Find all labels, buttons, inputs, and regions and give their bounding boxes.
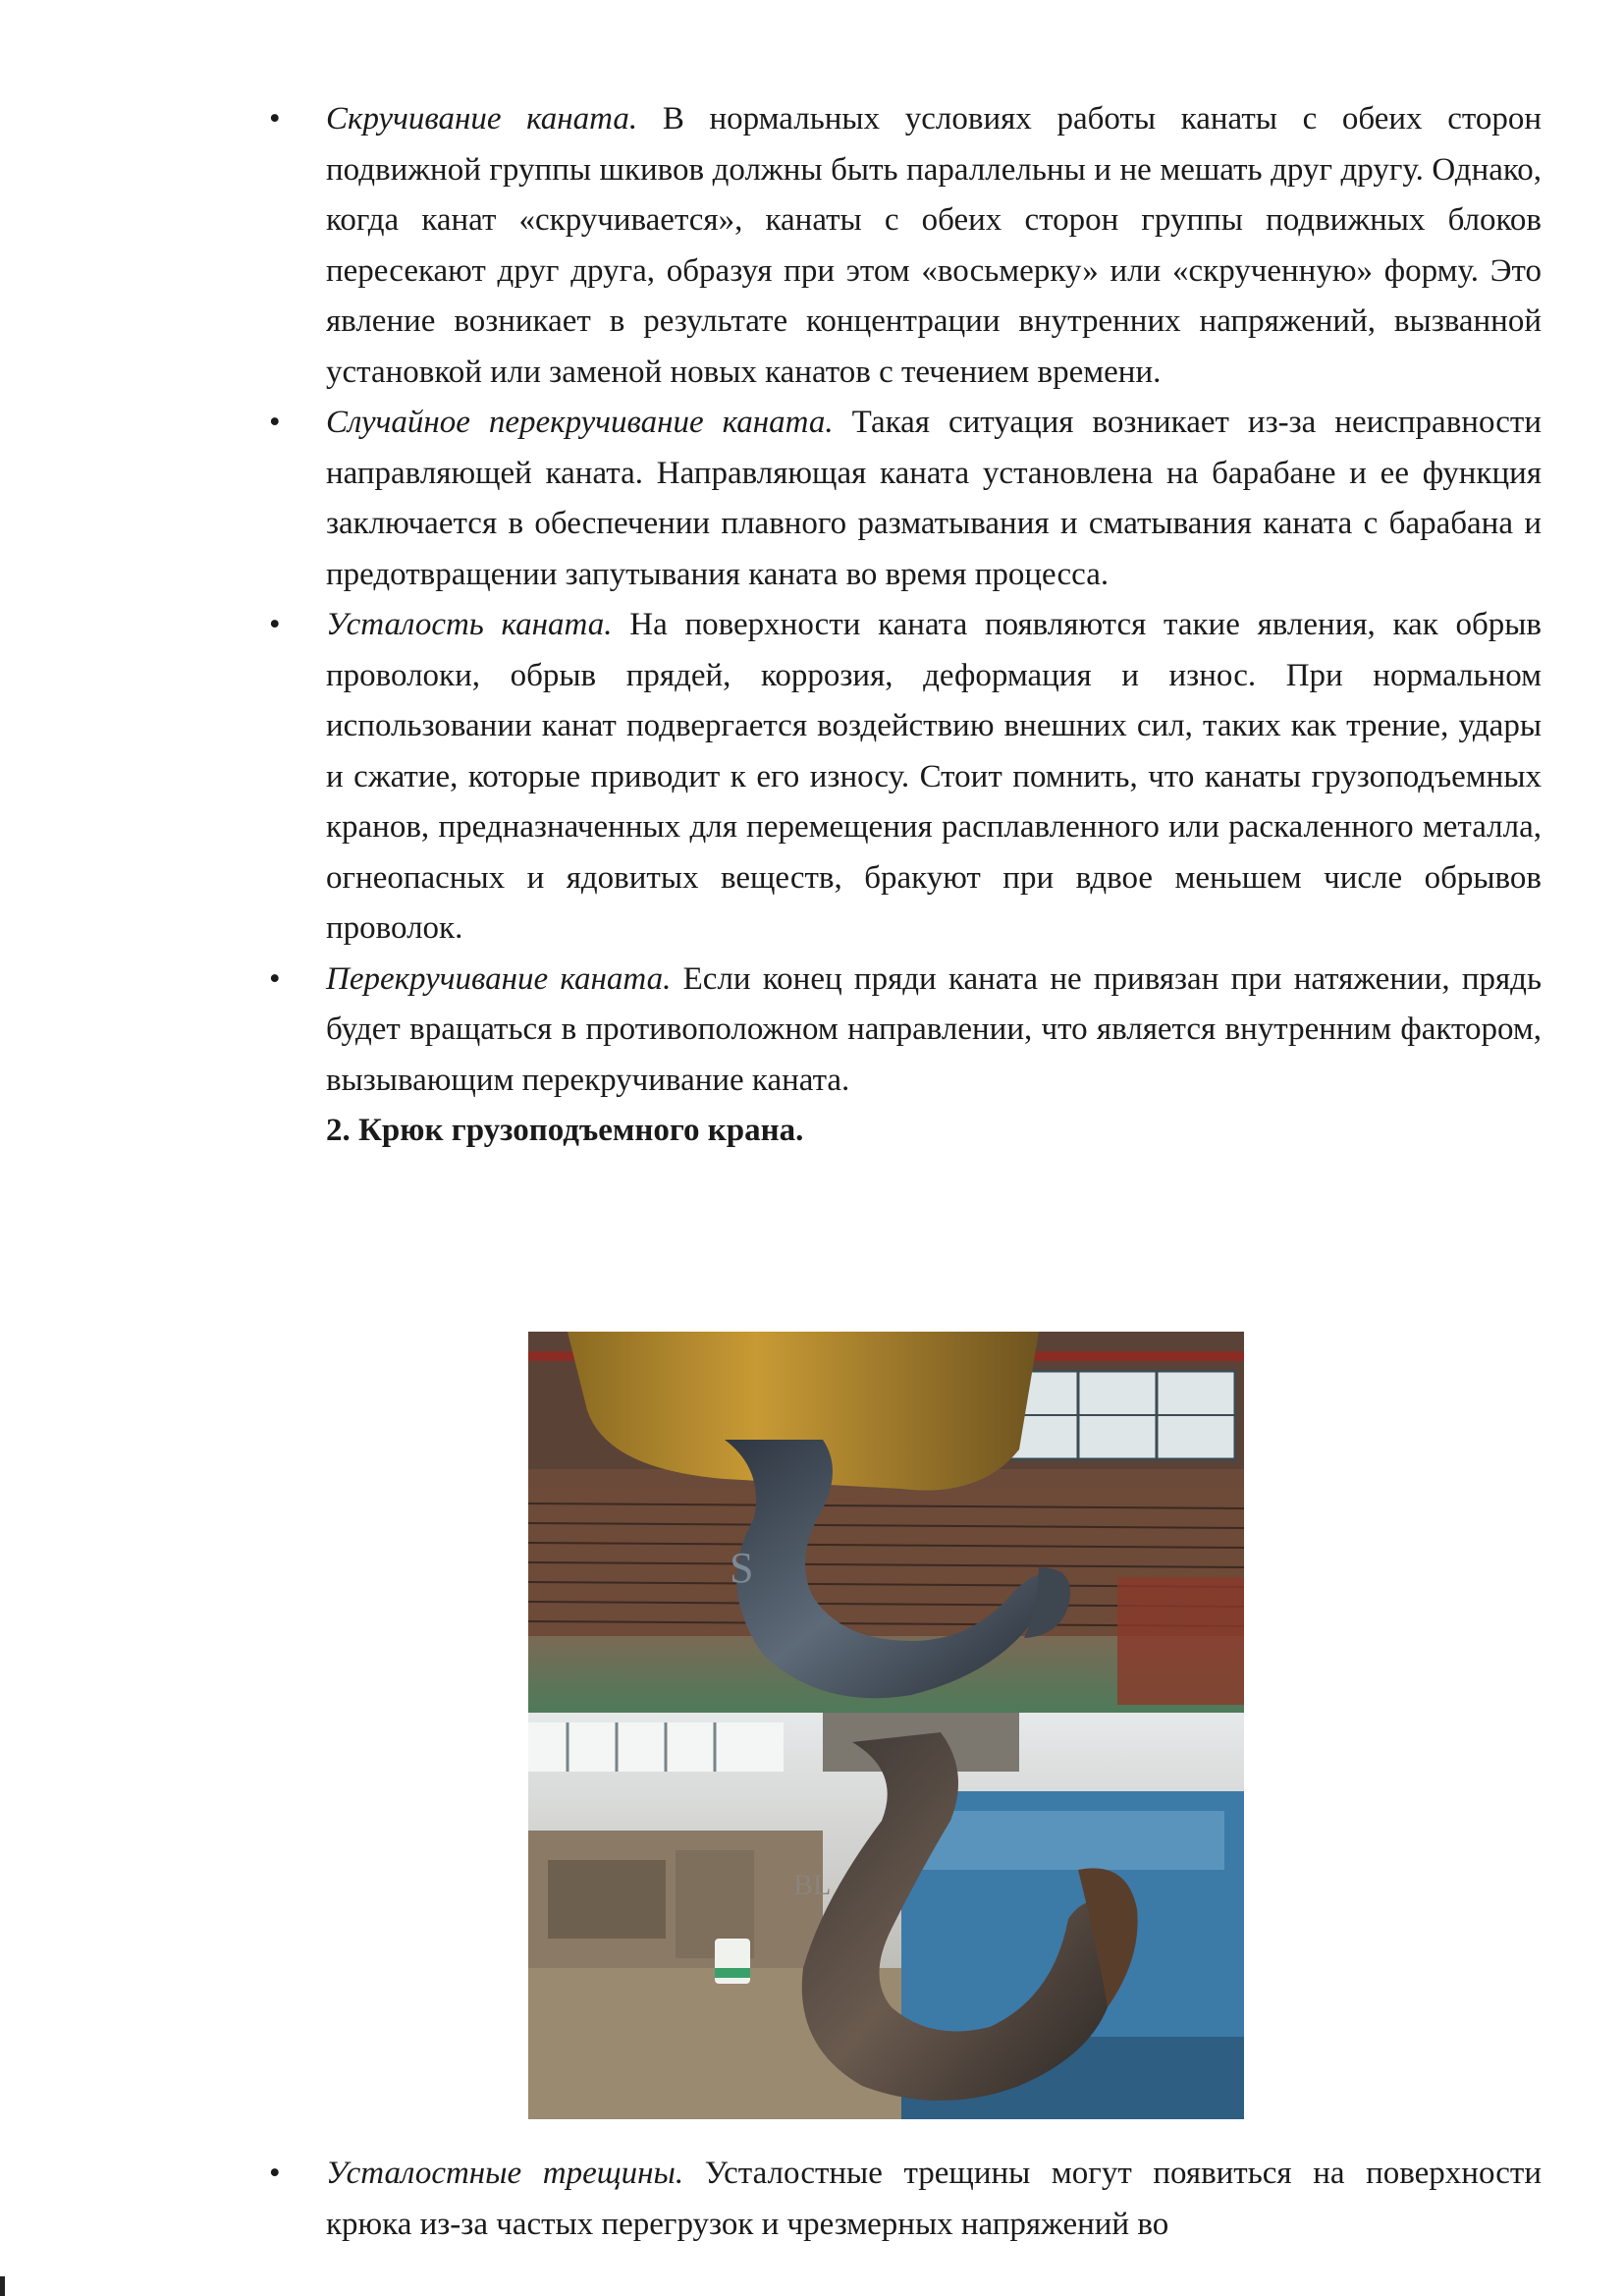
- bullet-body: На поверхности каната появляются такие явления, как обрыв проволоки, обрыв прядей, коррозия, деформация и износ. При нормальном использовании канат подвергается воздействию внешних сил, таких как трение, удары и сжатие, которые приводит к его износу. Стоит помнить, что канаты грузоподъемных кранов, предназначенных для перемещения расплавленного или раскаленного металла, огнеопасных и ядовитых веществ, бракуют при вдвое меньшем числе обрывов проволок.: [326, 607, 1542, 946]
- bullet-marker: •: [269, 101, 281, 137]
- bullet-text: [326, 955, 1542, 1107]
- hook-marking-text: BL: [793, 1869, 832, 1901]
- bullet-text: [326, 2149, 1542, 2250]
- section-heading: 2. Крюк грузоподъемного крана.: [326, 1113, 804, 1148]
- continued-text: [265, 2149, 1542, 2250]
- crane-hook-photo-workshop: [528, 1713, 1244, 2119]
- bullet-body: Если конец пряди каната не привязан при натяжении, прядь будет вращаться в противоположном направлении, что является внутренним фактором, вызывающим перекручивание каната.: [326, 960, 1543, 1098]
- bullet-marker: •: [269, 960, 281, 997]
- bullet-body: Такая ситуация возникает из-за неисправности направляющей каната. Направляющая каната установлена на барабане и ее функция заключается в обеспечении плавного разматывания и сматывания каната с барабана и предотвращении запутывания каната во время процесса.: [326, 405, 1542, 592]
- bullet-marker: •: [269, 2156, 281, 2191]
- scan-edge-mark: [0, 2276, 5, 2296]
- bullet-marker: •: [269, 405, 281, 440]
- bullet-item-fatigue-cracks: [265, 2149, 1542, 2250]
- bullet-term: Усталостные трещины.: [326, 2156, 684, 2191]
- bullet-item-random-twisting: [265, 398, 1542, 600]
- bullet-item-rope-twisting: [265, 94, 1542, 398]
- bullet-term: Скручивание каната.: [326, 101, 638, 137]
- bullet-body: Усталостные трещины могут появиться на поверхности крюка из-за частых перегрузок и чрезмерных напряжений во: [326, 2156, 1542, 2242]
- bullet-body: В нормальных условиях работы канаты с обеих сторон подвижной группы шкивов должны быть параллельны и не мешать друг другу. Однако, когда канат «скручивается», канаты с обеих сторон группы подвижных блоков пересекают друг друга, образуя при этом «восьмерку» или «скрученную» форму. Это явление возникает в результате концентрации внутренних напряжений, вызванной установкой или заменой новых канатов с течением времени.: [326, 101, 1542, 390]
- bullet-marker: •: [269, 607, 281, 642]
- hook-marking-text: S: [730, 1544, 754, 1592]
- crane-hook-image: [528, 1332, 1244, 1713]
- bullet-text: [326, 600, 1542, 955]
- bullet-text: [326, 94, 1542, 398]
- bullet-item-rope-fatigue: [265, 600, 1542, 955]
- main-text: [265, 94, 1542, 1157]
- bullet-term: Перекручивание каната.: [326, 960, 672, 997]
- bullet-text: [326, 398, 1542, 600]
- crane-hook-photo-warehouse: [528, 1332, 1244, 1713]
- bullet-item-rope-overtwisting: [265, 955, 1542, 1107]
- bullet-term: Усталость каната.: [326, 607, 613, 642]
- bullet-term: Случайное перекручивание каната.: [326, 405, 834, 440]
- crane-hook-image: [528, 1713, 1244, 2119]
